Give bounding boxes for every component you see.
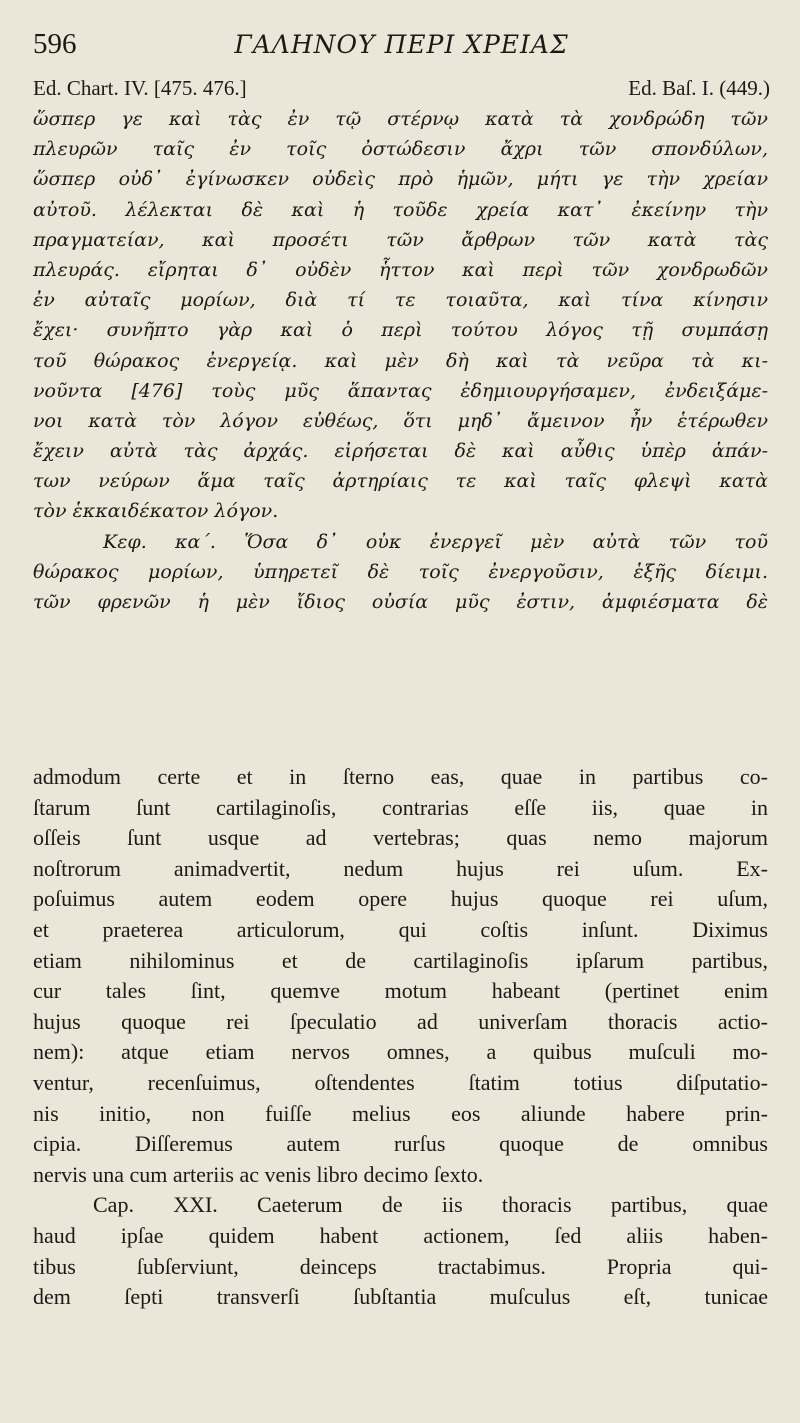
greek-line: νοι κατὰ τὸν λόγον εὐθέως, ὅτι μηδ᾽ ἄμεινον ἦν ἑτέρωθεν xyxy=(33,409,768,432)
latin-chapter-heading-line: Cap. XXI. Caeterum de iis thoracis partibus, quae xyxy=(93,1192,768,1218)
latin-line: cipia. Diſſeremus autem rurſus quoque de omnibus xyxy=(33,1131,768,1157)
running-title: ΓΑΛΗΝΟΥ ΠΕΡΙ ΧΡΕΙΑΣ xyxy=(234,30,569,59)
greek-line: τοῦ θώρακος ἐνεργείᾳ. καὶ μὲν δὴ καὶ τὰ νεῦρα τὰ κι- xyxy=(33,349,768,372)
latin-line: oſſeis ſunt usque ad vertebras; quas nemo majorum xyxy=(33,825,768,851)
greek-line: πραγματείαν, καὶ προσέτι τῶν ἄρθρων τῶν κατὰ τὰς xyxy=(33,228,768,251)
latin-line: nervis una cum arteriis ac venis libro decimo ſexto. xyxy=(33,1161,484,1187)
greek-line: ὥσπερ γε καὶ τὰς ἐν τῷ στέρνῳ κατὰ τὰ χονδρώδη τῶν xyxy=(33,108,768,130)
latin-line: admodum certe et in ſterno eas, quae in partibus co- xyxy=(33,764,768,789)
greek-line: τὸν ἑκκαιδέκατον λόγον. xyxy=(33,500,279,523)
greek-chapter-heading-line: Κεφ. κα΄. Ὅσα δ᾽ οὐκ ἐνεργεῖ μὲν αὐτὰ τῶν τοῦ xyxy=(103,530,768,553)
running-header xyxy=(33,28,770,62)
latin-text-block xyxy=(33,762,768,1313)
greek-line: των νεύρων ἅμα ταῖς ἀρτηρίαις τε καὶ ταῖς φλεψὶ κατὰ xyxy=(33,470,768,493)
edition-reference-line xyxy=(33,76,770,102)
latin-line: nem): atque etiam nervos omnes, a quibus muſculi mo- xyxy=(33,1039,768,1065)
latin-line: dem ſepti transverſi ſubſtantia muſculus eſt, tunicae xyxy=(33,1284,768,1310)
latin-line: cur tales ſint, quemve motum habeant (pertinet enim xyxy=(33,978,768,1004)
greek-line: ὥσπερ οὐδ᾽ ἐγίνωσκεν οὐδεὶς πρὸ ἡμῶν, μήτι γε τὴν χρείαν xyxy=(33,168,768,191)
edition-chart-reference: Ed. Chart. IV. [475. 476.] xyxy=(33,76,247,100)
page-number: 596 xyxy=(33,28,77,60)
latin-line: tibus ſubſerviunt, deinceps tractabimus. Propria qui- xyxy=(33,1253,768,1279)
latin-line: etiam nihilominus et de cartilaginoſis ipſarum partibus, xyxy=(33,947,768,973)
edition-basel-reference: Ed. Baſ. I. (449.) xyxy=(628,76,770,100)
greek-line: νοῦντα [476] τοὺς μῦς ἅπαντας ἐδημιουργήσαμεν, ἐνδειξάμε- xyxy=(33,379,768,402)
latin-line: et praeterea articulorum, qui coſtis inſunt. Diximus xyxy=(33,916,768,942)
greek-line: ἔχειν αὐτὰ τὰς ἀρχάς. εἰρήσεται δὲ καὶ αὖθις ὑπὲρ ἁπάν- xyxy=(33,440,768,463)
greek-line: πλευρῶν ταῖς ἐν τοῖς ὀστώδεσιν ἄχρι τῶν σπονδύλων, xyxy=(33,138,768,161)
latin-line: ventur, recenſuimus, oſtendentes ſtatim totius diſputatio- xyxy=(33,1069,768,1095)
latin-line: poſuimus autem eodem opere hujus quoque rei uſum, xyxy=(33,886,768,912)
greek-line: ἐν αὐταῖς μορίων, διὰ τί τε τοιαῦτα, καὶ τίνα κίνησιν xyxy=(33,289,768,312)
latin-line: nis initio, non fuiſſe melius eos aliunde habere prin- xyxy=(33,1100,768,1126)
greek-line: τῶν φρενῶν ἡ μὲν ἴδιος οὐσία μῦς ἐστιν, ἀμφιέσματα δὲ xyxy=(33,591,768,613)
greek-text-block xyxy=(33,104,768,617)
latin-line: haud ipſae quidem habent actionem, ſed aliis haben- xyxy=(33,1222,768,1248)
latin-line: noſtrorum animadvertit, nedum hujus rei uſum. Ex- xyxy=(33,855,768,881)
greek-line: ἔχει· συνῆπτο γὰρ καὶ ὁ περὶ τούτου λόγος τῇ συμπάσῃ xyxy=(33,319,768,342)
greek-line: θώρακος μορίων, ὑπηρετεῖ δὲ τοῖς ἐνεργοῦσιν, ἑξῆς δίειμι. xyxy=(33,560,768,583)
greek-line: αὐτοῦ. λέλεκται δὲ καὶ ἡ τοῦδε χρεία κατ᾽ ἐκείνην τὴν xyxy=(33,198,768,221)
latin-line: ſtarum ſunt cartilaginoſis, contrarias eſſe iis, quae in xyxy=(33,794,768,820)
latin-line: hujus quoque rei ſpeculatio ad univerſam thoracis actio- xyxy=(33,1008,768,1034)
greek-line: πλευράς. εἴρηται δ᾽ οὐδὲν ἧττον καὶ περὶ τῶν χονδρωδῶν xyxy=(33,258,768,281)
